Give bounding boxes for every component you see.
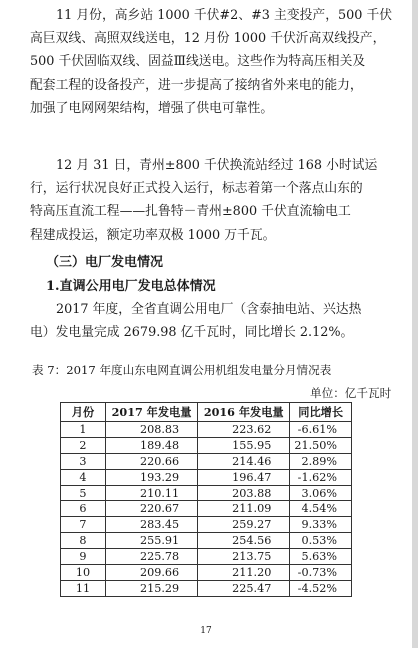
cell-growth: -4.52% xyxy=(290,580,352,596)
cell-2016: 211.09 xyxy=(198,501,290,517)
cell-2016: 214.46 xyxy=(198,453,290,469)
paragraph-summary xyxy=(30,298,398,344)
cell-2017: 209.66 xyxy=(105,565,197,581)
cell-month: 4 xyxy=(61,469,106,485)
text-line: 11 月份，高乡站 1000 千伏#2、#3 主变投产，500 千伏 xyxy=(56,8,393,23)
cell-growth: 9.33% xyxy=(290,517,352,533)
cell-month: 6 xyxy=(61,501,106,517)
paragraph-converter-station xyxy=(30,154,398,247)
text-line: 高巨双线、高照双线送电，12 月份 1000 千伏沂高双线投产， xyxy=(30,31,386,47)
cell-2016: 211.20 xyxy=(198,565,290,581)
table-row xyxy=(61,580,352,596)
text-line: 加强了电网网架结构，增强了供电可靠性。 xyxy=(30,100,274,116)
cell-month: 2 xyxy=(61,437,106,453)
page-edge xyxy=(412,0,418,648)
subsection-heading: 1.直调公用电厂发电总体情况 xyxy=(46,279,216,294)
cell-2017: 225.78 xyxy=(105,549,197,565)
table-row xyxy=(61,469,352,485)
cell-growth: 21.50% xyxy=(290,437,352,453)
cell-2016: 213.75 xyxy=(198,549,290,565)
paragraph-substation-commissioning xyxy=(30,4,398,120)
table-row xyxy=(61,437,352,453)
cell-2017: 283.45 xyxy=(105,517,197,533)
text-line: 特高压直流工程——扎鲁特－青州±800 千伏直流输电工 xyxy=(30,204,351,220)
text-line: 500 千伏固临双线、固益Ⅲ线送电。这些作为特高压相关及 xyxy=(30,54,366,70)
table-row xyxy=(61,422,352,438)
text-line: 配套工程的设备投产，进一步提高了接纳省外来电的能力， xyxy=(30,77,363,93)
cell-2016: 225.47 xyxy=(198,580,290,596)
table-row xyxy=(61,533,352,549)
cell-2016: 203.88 xyxy=(198,485,290,501)
cell-growth: -0.73% xyxy=(290,565,352,581)
table-row xyxy=(61,549,352,565)
cell-month: 9 xyxy=(61,549,106,565)
header-growth: 同比增长 xyxy=(290,403,352,422)
cell-growth: 5.63% xyxy=(290,549,352,565)
cell-growth: -6.61% xyxy=(290,422,352,438)
cell-2017: 220.67 xyxy=(105,501,197,517)
cell-2017: 215.29 xyxy=(105,580,197,596)
cell-month: 11 xyxy=(61,580,106,596)
header-month: 月份 xyxy=(61,403,106,422)
table-caption: 表 7：2017 年度山东电网直调公用机组发电量分月情况表 xyxy=(32,363,332,377)
table-row xyxy=(61,565,352,581)
cell-2017: 189.48 xyxy=(105,437,197,453)
cell-2016: 155.95 xyxy=(198,437,290,453)
table-header-row xyxy=(61,403,352,422)
cell-2016: 196.47 xyxy=(198,469,290,485)
cell-2016: 223.62 xyxy=(198,422,290,438)
text-line: 12 月 31 日，青州±800 千伏换流站经过 168 小时试运 xyxy=(56,158,378,173)
cell-2017: 193.29 xyxy=(105,469,197,485)
cell-growth: 4.54% xyxy=(290,501,352,517)
cell-month: 3 xyxy=(61,453,106,469)
cell-growth: 2.89% xyxy=(290,453,352,469)
cell-2016: 254.56 xyxy=(198,533,290,549)
table-row xyxy=(61,485,352,501)
text-line: 电）发电量完成 2679.98 亿千瓦时，同比增长 2.12%。 xyxy=(30,325,354,341)
section-heading: （三）电厂发电情况 xyxy=(46,255,164,270)
table-row xyxy=(61,501,352,517)
cell-month: 5 xyxy=(61,485,106,501)
table-row xyxy=(61,517,352,533)
table-row xyxy=(61,453,352,469)
cell-2017: 208.83 xyxy=(105,422,197,438)
text-line: 行，运行状况良好正式投入运行，标志着第一个落点山东的 xyxy=(30,181,363,197)
cell-growth: 0.53% xyxy=(290,533,352,549)
header-2017: 2017 年发电量 xyxy=(105,403,197,422)
cell-month: 7 xyxy=(61,517,106,533)
cell-growth: -1.62% xyxy=(290,469,352,485)
cell-2017: 220.66 xyxy=(105,453,197,469)
cell-2016: 259.27 xyxy=(198,517,290,533)
header-2016: 2016 年发电量 xyxy=(198,403,290,422)
cell-2017: 210.11 xyxy=(105,485,197,501)
text-line: 2017 年度，全省直调公用电厂（含泰抽电站、兴达热 xyxy=(56,302,362,317)
page-number: 17 xyxy=(200,626,212,636)
cell-growth: 3.06% xyxy=(290,485,352,501)
cell-month: 10 xyxy=(61,565,106,581)
table-unit: 单位：亿千瓦时 xyxy=(310,386,392,400)
text-line: 程建成投运，额定功率双极 1000 万千瓦。 xyxy=(30,227,276,243)
cell-month: 8 xyxy=(61,533,106,549)
generation-table xyxy=(60,402,352,597)
cell-2017: 255.91 xyxy=(105,533,197,549)
cell-month: 1 xyxy=(61,422,106,438)
